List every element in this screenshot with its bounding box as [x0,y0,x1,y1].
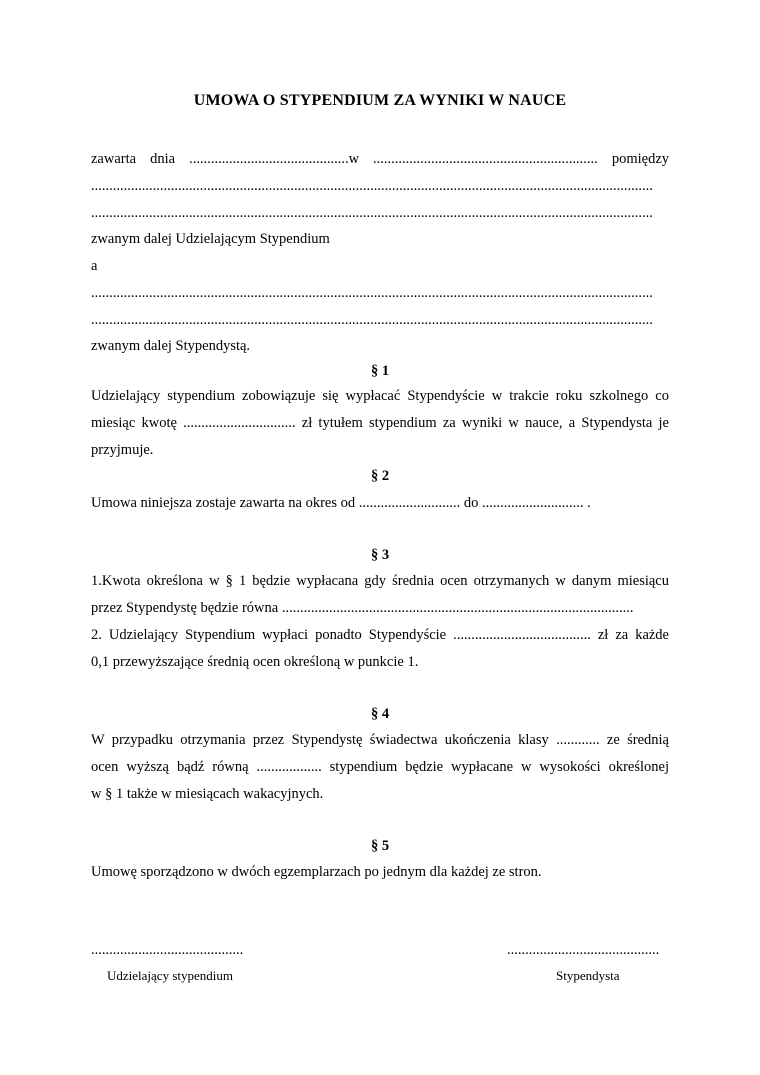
section-text-line: miesiąc kwotę ............................... zł tytułem stypendium za wyniki w nauce, a Stypendysta je [91,415,669,431]
section-heading: § 2 [370,468,390,484]
dotted-fill-line: ........................................................................................................................................................... [91,312,653,328]
intro-date-place-line: zawarta dnia ............................................w .............................................................. pomiędzy [91,151,669,167]
section-text-line: przez Stypendystę będzie równa ................................................................................................. [91,600,634,616]
section-heading: § 1 [370,363,390,379]
section-heading: § 3 [370,547,390,563]
section-text-line: ocen wyższą bądź równą .................. stypendium będzie wypłacane w wysokości określonej [91,759,669,775]
section-text-line: W przypadku otrzymania przez Stypendystę świadectwa ukończenia klasy ............ ze średnią [91,732,669,748]
section-text-line: Udzielający stypendium zobowiązuje się wypłacać Stypendyście w trakcie roku szkolnego co [91,388,669,404]
recipient-signature-label: Stypendysta [556,968,620,983]
conjunction-text: a [91,258,98,274]
grantor-label: zwanym dalej Udzielającym Stypendium [91,231,330,247]
section-text-line: w § 1 także w miesiącach wakacyjnych. [91,786,324,802]
dotted-fill-line: ........................................................................................................................................................... [91,178,653,194]
dotted-fill-line: ........................................................................................................................................................... [91,205,653,221]
dotted-fill-line: ........................................................................................................................................................... [91,285,653,301]
document-title: UMOWA O STYPENDIUM ZA WYNIKI W NAUCE [193,92,567,109]
grantor-signature-label: Udzielający stypendium [107,968,233,983]
section-text-line: przyjmuje. [91,442,154,458]
grantor-signature-line: .......................................... [91,942,244,958]
section-heading: § 4 [370,706,390,722]
section-heading: § 5 [370,838,390,854]
recipient-label: zwanym dalej Stypendystą. [91,338,251,354]
section-text-line: 0,1 przewyższające średnią ocen określoną w punkcie 1. [91,654,419,670]
section-text-line: Umowę sporządzono w dwóch egzemplarzach po jednym dla każdej ze stron. [91,864,542,880]
section-text-line: 2. Udzielający Stypendium wypłaci ponadto Stypendyście ...................................... zł za każde [91,627,669,643]
recipient-signature-line: .......................................... [507,942,660,958]
section-text-line: 1.Kwota określona w § 1 będzie wypłacana gdy średnia ocen otrzymanych w danym miesiącu [91,573,669,589]
section-text-line: Umowa niniejsza zostaje zawarta na okres od ............................ do ............................ . [91,495,591,511]
